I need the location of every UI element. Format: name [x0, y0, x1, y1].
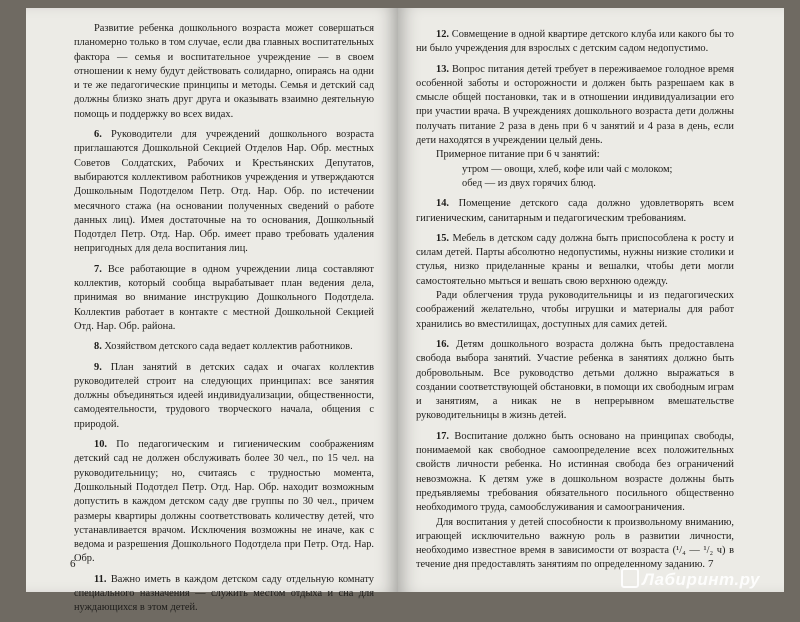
item-text: Все работающие в одном учреждении лица составляют коллектив, который сообща вырабатывает план ведения дела, принимая во внимание инструкцию Дошкольного Подотдела. Коллектив работает в контакте с местной Дошкольной Секцией Отд. Нар. Обр. района.	[74, 263, 374, 332]
item-text: Помещение детского сада должно удовлетворять всем гигиеническим, санитарным и педагогическим требованиям.	[416, 198, 734, 224]
item-number: 11.	[94, 573, 107, 585]
item-15-continued: Ради облегчения труда руководительницы и из педагогических соображений желательно, чтобы игрушки и материалы для работ хранились во вместилищах, доступных для самих детей.	[416, 290, 734, 330]
item-7	[74, 263, 374, 334]
right-page	[398, 8, 784, 592]
item-11	[74, 573, 374, 616]
watermark-text: Лабиринт.ру	[642, 570, 760, 589]
item-number: 7.	[94, 263, 102, 275]
menu-line-lunch: обед — из двух горячих блюд.	[462, 177, 596, 189]
item-16	[416, 338, 734, 424]
item-number: 14.	[436, 198, 449, 210]
item-12	[416, 28, 734, 57]
item-9	[74, 361, 374, 432]
item-17	[416, 430, 734, 516]
item-text: Вопрос питания детей требует в переживаемое голодное время особенной заботы и осторожности и должен быть разрешаем как в смысле общей постановки, так и в отношении индивидуализации его при участии врача. В учреждениях дошкольного возраста дети должны получать питание 2 раза в день при 6 ч занятий и 4 раза в день, если дети находятся в учреждении целый день.	[416, 63, 734, 147]
right-page-text	[416, 28, 734, 579]
item-number: 15.	[436, 232, 449, 244]
item-10	[74, 438, 374, 567]
page-number-left: 6	[70, 558, 76, 570]
item-number: 13.	[436, 63, 449, 75]
item-6	[74, 128, 374, 257]
menu-heading: Примерное питание при 6 ч занятий:	[436, 149, 600, 161]
item-number: 8.	[94, 341, 102, 353]
item-text: Детям дошкольного возраста должна быть предоставлена свобода выбора занятий. Участие ребенка в занятиях должно быть добровольным. Все руководство детьми должно выражаться в создании соответствующей обстановки, в помощи их свободным играм и занятиям, а никак не в непрерывном вмешательстве руководительницы в жизнь детей.	[416, 338, 734, 422]
item-13	[416, 63, 734, 149]
item-text: Мебель в детском саду должна быть приспособлена к росту и силам детей. Парты абсолютно недопустимы, нужны низкие столики и стулья, низко приделанные краны и вешалки, чтобы дети могли самостоятельно мыться и вешать свою верхнюю одежду.	[416, 232, 734, 287]
left-page	[26, 8, 398, 614]
item-15	[416, 232, 734, 289]
item-number: 17.	[436, 430, 449, 442]
item-number: 12.	[436, 29, 449, 40]
item-text: Руководители для учреждений дошкольного возраста приглашаются Дошкольной Секцией Отделов Нар. Обр. местных Советов Солдатских, Рабочих и Крестьянских Депутатов, выбираются коллективом работников учреждения и утверждаются Дошкольным Подотделом Петр. Отд. Нар. Обр. по истечении месячного стажа (на основании полученных сведений о работе данных лиц). Имея достаточные на то основания, Дошкольный Подотдел Петр. Отд. Нар. Обр. имеет право требовать удаления непригодных для дела воспитания лиц.	[74, 129, 374, 255]
item-number: 16.	[436, 338, 449, 350]
left-page-text	[74, 22, 374, 622]
item-number: 9.	[94, 361, 102, 373]
intro-paragraph: Развитие ребенка дошкольного возраста может совершаться планомерно только в том случае, если два главных воспитательных фактора — семья и воспитательное учреждение — в своем отношении к нему будут действовать солидарно, опираясь на одни и те же педагогические принципы и методы. Семья и детский сад должны близко знать друг друга и оказывать взаимно деятельную помощь и поддержку во всех видах.	[74, 23, 374, 120]
item-text: Хозяйством детского сада ведает коллектив работников.	[104, 341, 353, 353]
item-text: По педагогическим и гигиеническим соображениям детский сад не должен обслуживать более 30 чел., по 15 чел. на руководительницу; но, считаясь с трудностью момента, Дошкольный Подотдел Петр. Отд. Нар. Обр. находит возможным допустить в каждом детском саду две группы по 30 чел., причем размеры квартиры должны соответствовать количеству детей, что устанавливается врачом. Исключения возможны не иначе, как с ведома и разрешения Дошкольного Подотдела при Петр. Отд. Нар. Обр.	[74, 439, 374, 565]
item-8	[74, 340, 374, 354]
item-number: 6.	[94, 129, 102, 141]
item-text: План занятий в детских садах и очагах коллектив руководителей строит на следующих принципах: все занятия должны объединяться идеей индивидуализации, общественности, самодеятельности, трудового творческого начала, общения с природой.	[74, 361, 374, 430]
page-number-right: 7	[708, 558, 714, 570]
labirint-logo-icon	[621, 568, 639, 588]
item-14	[416, 197, 734, 226]
watermark	[621, 568, 760, 590]
item-text: Воспитание должно быть основано на принципах свободы, понимаемой как свободное самоопределение всех положительных свойств личности ребенка. Но истинная свобода без ограничений невозможна. К детям уже в дошкольном возрасте должны быть предъявляемы требования обязательного посильного общественно необходимого труда, самообслуживания и самоограничения.	[416, 430, 734, 514]
menu-list	[416, 163, 734, 192]
menu-line-morning: утром — овощи, хлеб, кофе или чай с молоком;	[462, 163, 673, 175]
item-17-continued: Для воспитания у детей способности к произвольному вниманию, играющей исключительно важную роль в развитии личности, необходимо известное время в зависимости от возраста (¹/₄ — ¹/₂ ч) в течение дня предоставлять занятиям по определенному заданию.	[416, 516, 734, 571]
item-text: Важно иметь в каждом детском саду отдельную комнату специального назначения — служить местом отдыха и сна для нуждающихся в этом детей.	[74, 573, 374, 614]
item-number: 10.	[94, 439, 107, 451]
item-text: Совмещение в одной квартире детского клуба или какого бы то ни было учреждения для взрослых с детским садом недопустимо.	[416, 29, 734, 55]
